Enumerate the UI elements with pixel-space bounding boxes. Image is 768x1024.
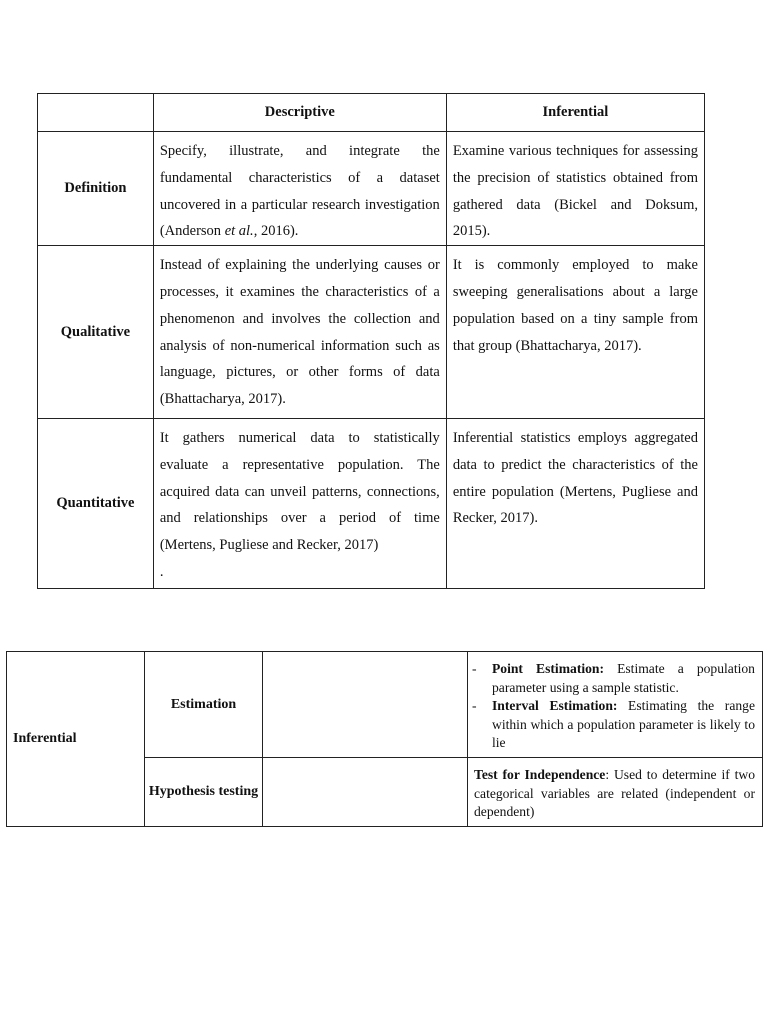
row-label-definition: Definition: [38, 132, 154, 246]
table-row-quantitative: [38, 418, 705, 588]
row-label-hypothesis: Hypothesis testing: [145, 757, 263, 826]
table-row-definition: [38, 132, 705, 246]
definition-inferential: Examine various techniques for assessing the precision of statistics obtained from gathered data (Bickel and Doksum, 2015).: [446, 132, 704, 246]
header-inferential: Inferential: [446, 94, 704, 132]
qualitative-inferential: It is commonly employed to make sweeping generalisations about a large population based on a tiny sample from that group (Bhattacharya, 2017).: [446, 246, 704, 419]
row-label-quantitative: Quantitative: [38, 418, 154, 588]
estimation-list: [472, 660, 755, 753]
table-row-qualitative: [38, 246, 705, 419]
et-al: et al.: [224, 223, 254, 240]
hypothesis-details: Test for Independence: Used to determine if two categorical variables are related (independent or dependent): [468, 757, 763, 826]
header-descriptive: Descriptive: [153, 94, 446, 132]
row-label-estimation: Estimation: [145, 652, 263, 758]
group-label-inferential: Inferential: [7, 652, 145, 827]
qualitative-descriptive: Instead of explaining the underlying causes or processes, it examines the characteristics of a phenomenon and involves the collection and analysis of non-numerical information such as language, pictures, or other forms of data (Bhattacharya, 2017).: [153, 246, 446, 419]
estimation-details: [468, 652, 763, 758]
quantitative-descriptive: It gathers numerical data to statistically evaluate a representative population. The acquired data can unveil patterns, connections, and relationships over a period of time (Mertens, Pugliese and Recker, 2017) .: [153, 418, 446, 588]
definition-descriptive: Specify, illustrate, and integrate the fundamental characteristics of a dataset uncovered in a particular research investigation (Anderson et al., 2016).: [153, 132, 446, 246]
list-item: - Point Estimation: Estimate a population parameter using a sample statistic.: [472, 660, 755, 697]
trailing-period: .: [159, 563, 164, 580]
empty-cell: [263, 757, 468, 826]
comparison-table: [37, 93, 705, 589]
table-row-estimation: [7, 652, 763, 758]
empty-cell: [263, 652, 468, 758]
header-empty: [38, 94, 154, 132]
table-header-row: [38, 94, 705, 132]
inferential-methods-table: [6, 651, 763, 827]
list-item: - Interval Estimation: Estimating the range within which a population parameter is likely to lie: [472, 697, 755, 753]
row-label-qualitative: Qualitative: [38, 246, 154, 419]
quantitative-inferential: Inferential statistics employs aggregated data to predict the characteristics of the entire population (Mertens, Pugliese and Recker, 2017).: [446, 418, 704, 588]
